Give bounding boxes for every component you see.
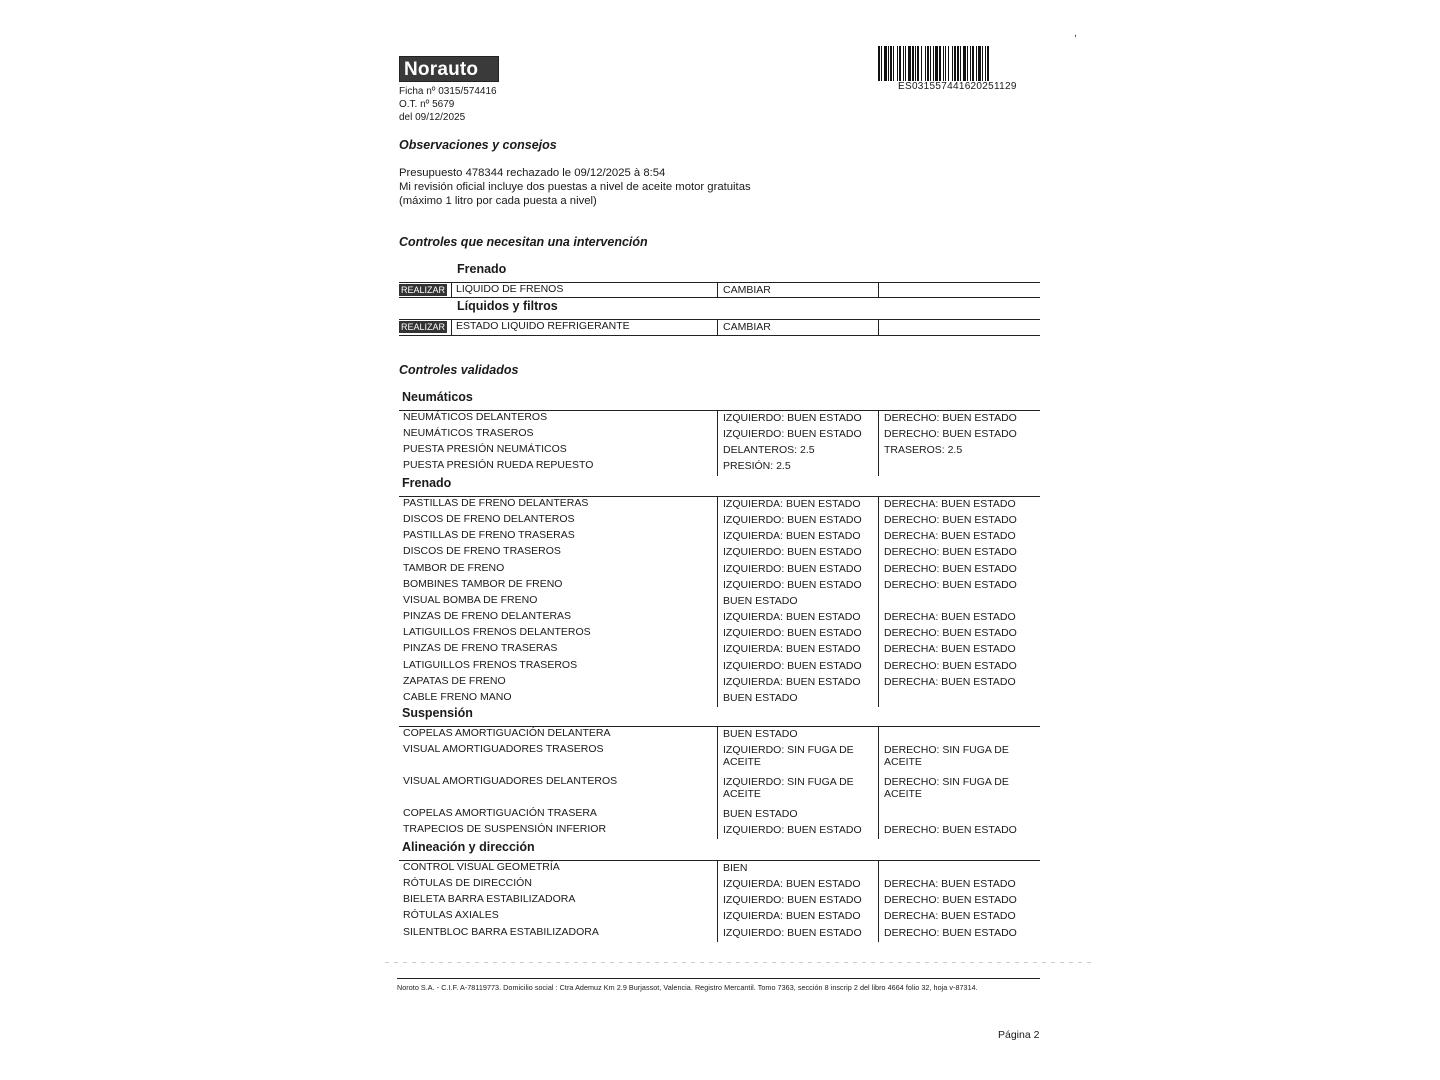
barcode-bar — [945, 46, 946, 81]
control-name: DISCOS DE FRENO DELANTEROS — [403, 513, 575, 526]
column-divider — [878, 861, 879, 942]
control-result-left: IZQUIERDO: BUEN ESTADO — [723, 627, 862, 640]
validados-section-title: Neumáticos — [402, 390, 473, 404]
barcode-bar — [985, 46, 986, 81]
barcode-bar — [888, 46, 889, 81]
control-name: NEUMÁTICOS DELANTEROS — [403, 411, 548, 423]
control-name: RÓTULAS DE DIRECCIÓN — [403, 877, 532, 890]
control-result-right: DERECHA: BUEN ESTADO — [884, 675, 1016, 688]
column-divider — [717, 861, 718, 942]
intervencion-item-liquido-frenos: LIQUIDO DE FRENOS — [456, 283, 564, 295]
barcode-bar — [960, 46, 961, 81]
divider — [451, 283, 452, 298]
validados-title: Controles validados — [399, 363, 519, 377]
control-name: BOMBINES TAMBOR DE FRENO — [403, 577, 563, 590]
control-result-right: DERECHA: BUEN ESTADO — [884, 910, 1016, 923]
control-result-left: IZQUIERDO: BUEN ESTADO — [723, 514, 862, 527]
barcode-bar — [970, 46, 971, 81]
control-name: SILENTBLOC BARRA ESTABILIZADORA — [403, 925, 599, 938]
control-result-right: DERECHA: BUEN ESTADO — [884, 611, 1016, 624]
barcode-bar — [899, 46, 901, 81]
footer-legal-text: Noroto S.A. - C.I.F. A-78119773. Domicilio social : Ctra Ademuz Km 2.9 Burjassot, Valencia. Registro Mercantil. Tomo 7363, sección 8 inscrip 2 del libro 4664 folio 32, hoja v-87314. — [397, 983, 978, 992]
barcode-bar — [930, 46, 931, 81]
observaciones-text — [399, 166, 751, 208]
observaciones-line-3: (máximo 1 litro por cada puesta a nivel) — [399, 195, 597, 207]
control-result-left: IZQUIERDO: SIN FUGA DE ACEITE — [723, 744, 854, 769]
observaciones-line-1: Presupuesto 478344 rechazado le 09/12/2025 à 8:54 — [399, 167, 666, 179]
divider — [878, 283, 879, 298]
page-number: Página 2 — [998, 1029, 1040, 1041]
barcode-bar — [890, 46, 892, 81]
barcode-bar — [952, 46, 953, 81]
control-name: VISUAL AMORTIGUADORES TRASEROS — [403, 743, 604, 756]
divider — [451, 320, 452, 335]
divider — [717, 283, 718, 298]
barcode-bar — [878, 46, 880, 81]
control-result-left: DELANTEROS: 2.5 — [723, 444, 815, 457]
realizar-badge: REALIZAR — [400, 285, 445, 295]
column-divider — [717, 411, 718, 476]
control-name: LATIGUILLOS FRENOS DELANTEROS — [403, 626, 591, 639]
intervencion-action-liquido-refrigerante: CAMBIAR — [723, 321, 771, 333]
scan-artifact-line — [385, 962, 1095, 963]
barcode-bar — [978, 46, 981, 81]
control-result-right: TRASEROS: 2.5 — [884, 444, 963, 457]
barcode-bar — [967, 46, 968, 81]
control-result-left: IZQUIERDO: BUEN ESTADO — [723, 926, 862, 939]
column-divider — [878, 727, 879, 839]
control-name: CONTROL VISUAL GEOMETRÍA — [403, 861, 560, 873]
barcode-bar — [954, 46, 956, 81]
control-result-right: DERECHO: BUEN ESTADO — [884, 514, 1017, 527]
validados-section-title: Frenado — [402, 476, 452, 490]
intervencion-title: Controles que necesitan una intervención — [399, 235, 648, 249]
divider — [878, 320, 879, 335]
column-divider — [878, 497, 879, 707]
barcode-bar — [893, 46, 894, 81]
document-meta — [399, 85, 497, 124]
control-result-right: DERECHO: BUEN ESTADO — [884, 659, 1017, 672]
control-name: PUESTA PRESIÓN NEUMÁTICOS — [403, 443, 567, 456]
ot-number: O.T. nº 5679 — [399, 99, 455, 110]
control-result-left: BIEN — [723, 862, 748, 874]
barcode-bar — [921, 46, 922, 81]
control-name: TAMBOR DE FRENO — [403, 561, 505, 574]
intervencion-group-frenado-title: Frenado — [457, 262, 507, 276]
footer-divider — [397, 978, 1040, 979]
intervencion-group-liquidos-title: Líquidos y filtros — [457, 299, 558, 313]
control-name: BIELETA BARRA ESTABILIZADORA — [403, 893, 576, 906]
column-divider — [878, 411, 879, 476]
validados-section-title: Suspensión — [402, 706, 473, 720]
divider — [399, 297, 1040, 298]
control-result-right: DERECHO: SIN FUGA DE ACEITE — [884, 744, 1009, 769]
column-divider — [717, 497, 718, 707]
control-name: VISUAL BOMBA DE FRENO — [403, 593, 538, 606]
intervencion-action-liquido-frenos: CAMBIAR — [723, 284, 771, 296]
control-result-right: DERECHA: BUEN ESTADO — [884, 643, 1016, 656]
control-result-left: IZQUIERDO: BUEN ESTADO — [723, 428, 862, 441]
barcode-bar — [917, 46, 919, 81]
realizar-badge: REALIZAR — [400, 322, 445, 332]
control-result-left: IZQUIERDO: BUEN ESTADO — [723, 578, 862, 591]
control-name: CABLE FRENO MANO — [403, 690, 512, 703]
column-divider — [717, 727, 718, 839]
control-result-left: BUEN ESTADO — [723, 594, 798, 607]
control-result-left: BUEN ESTADO — [723, 691, 798, 704]
control-result-left: IZQUIERDA: BUEN ESTADO — [723, 530, 861, 543]
observaciones-title: Observaciones y consejos — [399, 138, 557, 152]
barcode-bar — [976, 46, 977, 81]
control-name: PASTILLAS DE FRENO DELANTERAS — [403, 497, 589, 509]
control-result-left: IZQUIERDO: BUEN ESTADO — [723, 412, 862, 424]
barcode-bar — [939, 46, 941, 81]
control-result-right: DERECHA: BUEN ESTADO — [884, 878, 1016, 891]
control-result-left: IZQUIERDO: BUEN ESTADO — [723, 562, 862, 575]
barcode-bar — [881, 46, 882, 81]
ficha-number: Ficha nº 0315/574416 — [399, 86, 497, 97]
control-result-right: DERECHO: BUEN ESTADO — [884, 894, 1017, 907]
barcode-bar — [912, 46, 914, 81]
barcode-bar — [957, 46, 959, 81]
barcode-image — [878, 46, 1036, 81]
control-result-left: IZQUIERDA: BUEN ESTADO — [723, 878, 861, 891]
logo-text: Norauto — [404, 59, 479, 80]
barcode-bar — [963, 46, 966, 81]
barcode-bar — [933, 46, 934, 81]
control-name: TRAPECIOS DE SUSPENSIÓN INFERIOR — [403, 823, 607, 836]
barcode-bar — [908, 46, 911, 81]
control-result-right: DERECHA: BUEN ESTADO — [884, 530, 1016, 543]
barcode-bar — [903, 46, 904, 81]
control-name: ZAPATAS DE FRENO — [403, 674, 506, 687]
control-result-left: IZQUIERDO: SIN FUGA DE ACEITE — [723, 776, 854, 801]
control-result-left: IZQUIERDA: BUEN ESTADO — [723, 611, 861, 624]
control-result-right: DERECHO: BUEN ESTADO — [884, 578, 1017, 591]
control-result-right: DERECHO: BUEN ESTADO — [884, 824, 1017, 837]
barcode-bar — [972, 46, 974, 81]
barcode-number: ES031557441620251129 — [898, 81, 1017, 92]
control-result-left: IZQUIERDA: BUEN ESTADO — [723, 910, 861, 923]
control-result-right: DERECHO: BUEN ESTADO — [884, 412, 1017, 424]
observaciones-line-2: Mi revisión oficial incluye dos puestas a nivel de aceite motor gratuitas — [399, 181, 751, 193]
divider — [717, 320, 718, 335]
control-result-right: DERECHO: BUEN ESTADO — [884, 546, 1017, 559]
barcode-bar — [897, 46, 898, 81]
control-result-left: PRESIÓN: 2.5 — [723, 460, 791, 473]
control-name: VISUAL AMORTIGUADORES DELANTEROS — [403, 775, 618, 788]
control-result-left: IZQUIERDA: BUEN ESTADO — [723, 643, 861, 656]
barcode-bar — [884, 46, 887, 81]
control-result-right: DERECHO: BUEN ESTADO — [884, 562, 1017, 575]
barcode-bar — [987, 46, 989, 81]
validados-section-title: Alineación y dirección — [402, 840, 535, 854]
norauto-logo — [399, 56, 499, 82]
control-result-right: DERECHA: BUEN ESTADO — [884, 498, 1016, 510]
scan-mark: , — [1074, 28, 1077, 39]
barcode-bar — [927, 46, 929, 81]
document-date: del 09/12/2025 — [399, 112, 466, 123]
divider — [399, 335, 1040, 336]
control-result-right: DERECHO: BUEN ESTADO — [884, 428, 1017, 441]
control-name: NEUMÁTICOS TRASEROS — [403, 427, 534, 440]
control-result-right: DERECHO: SIN FUGA DE ACEITE — [884, 776, 1009, 801]
barcode-bar — [982, 46, 983, 81]
control-name: PINZAS DE FRENO TRASERAS — [403, 642, 558, 655]
control-name: COPELAS AMORTIGUACIÓN TRASERA — [403, 807, 597, 820]
control-name: DISCOS DE FRENO TRASEROS — [403, 545, 561, 558]
barcode-bar — [943, 46, 944, 81]
barcode-bar — [915, 46, 916, 81]
control-result-right: DERECHO: BUEN ESTADO — [884, 926, 1017, 939]
control-result-left: BUEN ESTADO — [723, 808, 798, 821]
control-result-left: IZQUIERDA: BUEN ESTADO — [723, 675, 861, 688]
control-name: LATIGUILLOS FRENOS TRASEROS — [403, 658, 578, 671]
control-result-left: IZQUIERDO: BUEN ESTADO — [723, 894, 862, 907]
control-name: PASTILLAS DE FRENO TRASERAS — [403, 529, 575, 542]
intervencion-item-liquido-refrigerante: ESTADO LIQUIDO REFRIGERANTE — [456, 320, 630, 332]
control-result-left: BUEN ESTADO — [723, 728, 798, 740]
control-name: RÓTULAS AXIALES — [403, 909, 499, 922]
control-result-right: DERECHO: BUEN ESTADO — [884, 627, 1017, 640]
barcode-bar — [905, 46, 906, 81]
control-result-left: IZQUIERDO: BUEN ESTADO — [723, 659, 862, 672]
barcode-bar — [948, 46, 949, 81]
control-name: PINZAS DE FRENO DELANTERAS — [403, 610, 572, 623]
barcode-bar — [925, 46, 926, 81]
control-name: COPELAS AMORTIGUACIÓN DELANTERA — [403, 727, 611, 739]
barcode-bar — [935, 46, 938, 81]
control-result-left: IZQUIERDO: BUEN ESTADO — [723, 824, 862, 837]
control-result-left: IZQUIERDA: BUEN ESTADO — [723, 498, 861, 510]
control-name: PUESTA PRESIÓN RUEDA REPUESTO — [403, 459, 594, 472]
control-result-left: IZQUIERDO: BUEN ESTADO — [723, 546, 862, 559]
